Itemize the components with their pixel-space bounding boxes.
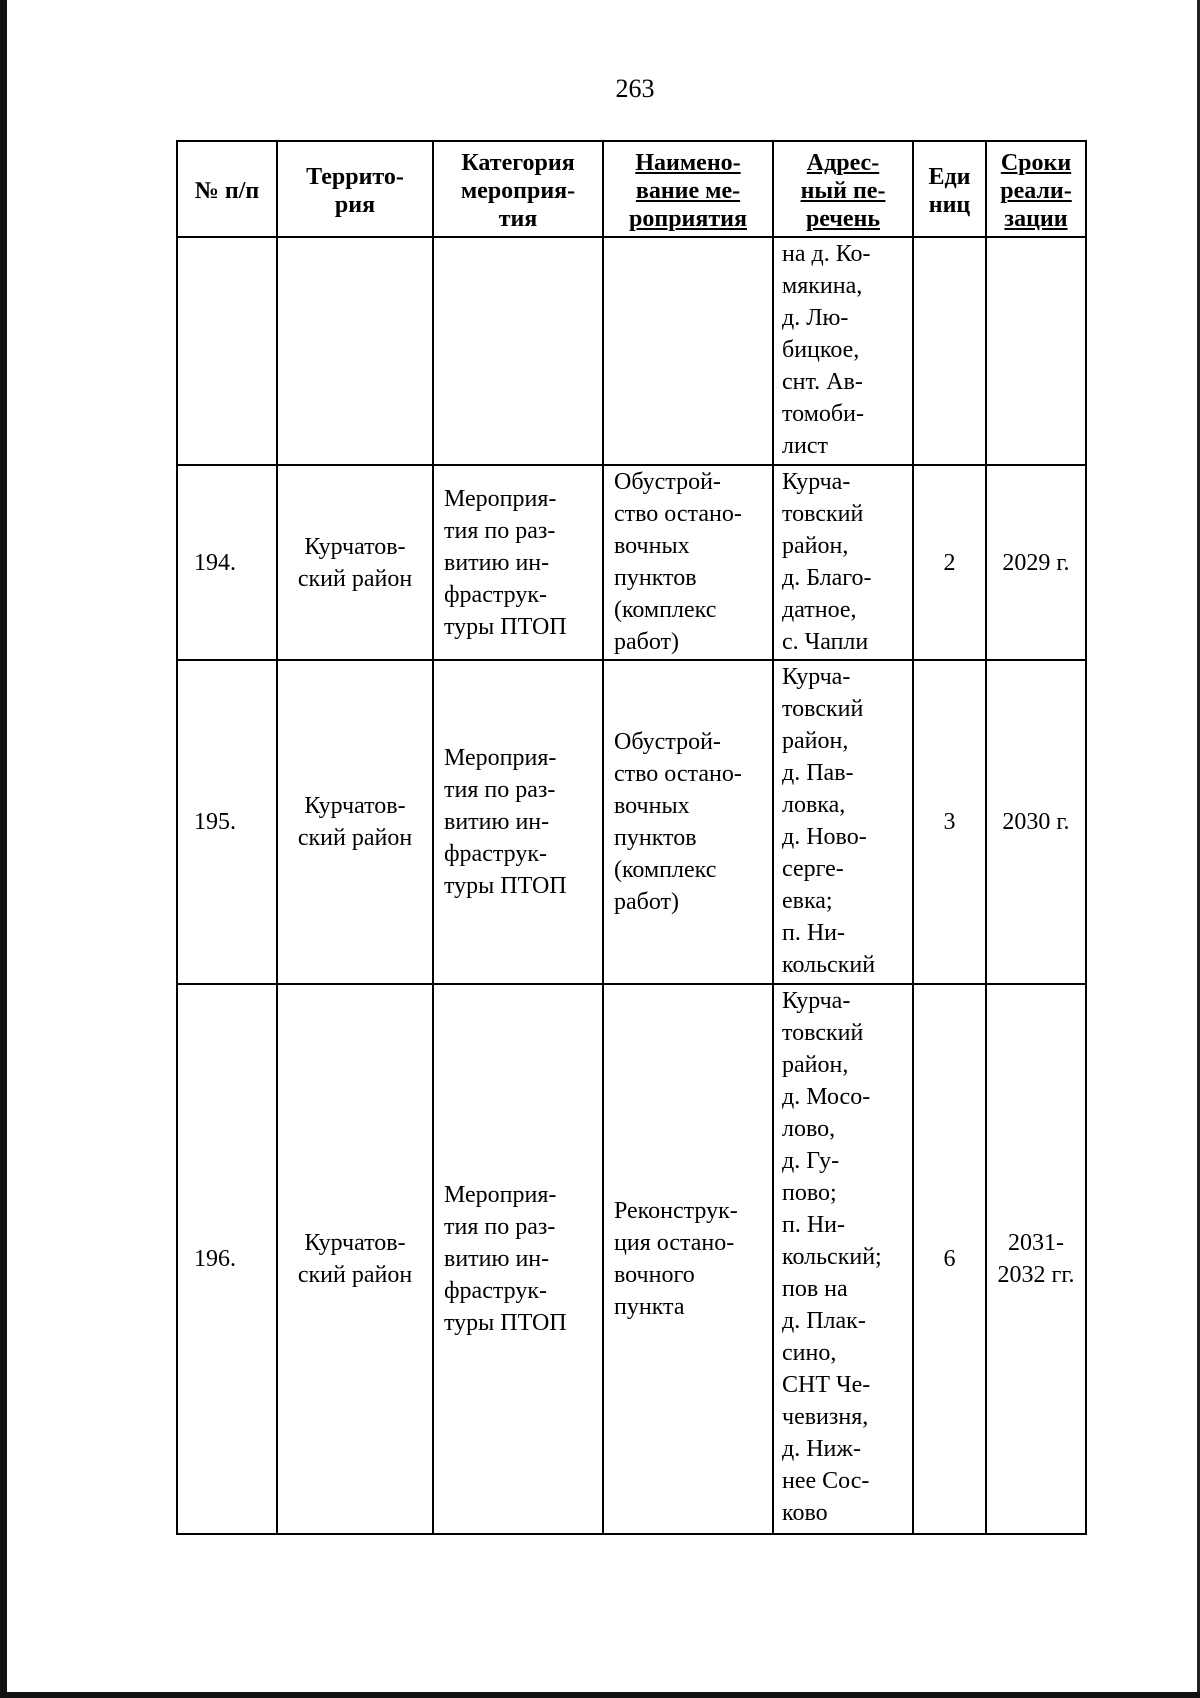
table-row-continuation xyxy=(177,237,1086,465)
cell-text-line: д. Плак- xyxy=(782,1308,866,1334)
cell-text-line: вание ме- xyxy=(635,178,741,204)
cell-text-line: пунктов xyxy=(614,825,697,851)
cell-text-line: д. Гу- xyxy=(782,1148,840,1174)
cell-text-line: с. Чапли xyxy=(782,629,869,655)
cell-text-line: д. Ново- xyxy=(782,824,867,850)
cell-text-line: Обустрой- xyxy=(614,469,721,495)
cell-number: 196. xyxy=(177,984,277,1534)
cell-text-line: (комплекс xyxy=(614,857,717,883)
cell-text-line: (комплекс xyxy=(614,597,717,623)
cell-number: 194. xyxy=(177,465,277,660)
cell-text-line: тия xyxy=(498,206,538,232)
cell-text-line: вочных xyxy=(614,793,690,819)
header-units xyxy=(913,141,986,237)
cell-text-line: 2029 г. xyxy=(1002,549,1070,576)
cell-text-line: Наимено- xyxy=(635,150,741,176)
cell-text-line: нее Сос- xyxy=(782,1468,870,1494)
cell-text-line: ство остано- xyxy=(614,761,742,787)
cell-units: 2 xyxy=(913,465,986,660)
cell-text-line: томоби- xyxy=(782,401,864,427)
cell-text-line: чевизня, xyxy=(782,1404,869,1430)
cell-text-line: д. Ниж- xyxy=(782,1436,861,1462)
cell-text-line: район, xyxy=(782,533,849,559)
cell-text-line: 2030 г. xyxy=(1002,809,1070,835)
cell-text-line: фраструк- xyxy=(444,841,547,867)
cell-text-line: витию ин- xyxy=(444,549,550,576)
cell-text-line: район, xyxy=(782,1052,849,1078)
cell-text-line: тия по раз- xyxy=(444,517,556,544)
cell-text-line: витию ин- xyxy=(444,1246,550,1272)
cell-text-line: речень xyxy=(805,206,881,232)
cell-activity-name xyxy=(603,660,773,984)
cell-text-line: Мероприя- xyxy=(444,745,557,771)
cell-text-line: п. Ни- xyxy=(782,1212,846,1238)
cell-category xyxy=(433,465,603,660)
cell-text-line: район, xyxy=(782,728,849,754)
cell-empty xyxy=(603,237,773,465)
cell-text-line: Курчатов- xyxy=(304,1230,406,1256)
cell-text-line: д. Пав- xyxy=(782,760,854,786)
cell-text-line: ский район xyxy=(297,565,413,592)
cell-text-line: Обустрой- xyxy=(614,729,721,755)
cell-text-line: пункта xyxy=(614,1294,685,1320)
cell-text-line: зации xyxy=(1004,206,1068,232)
cell-text-line: Курча- xyxy=(782,988,851,1014)
cell-term xyxy=(986,984,1086,1534)
cell-text-line: д. Лю- xyxy=(782,305,849,331)
cell-empty xyxy=(986,237,1086,465)
cell-text-line: пунктов xyxy=(614,565,697,591)
cell-text-line: Террито- xyxy=(306,164,404,190)
header-activity-name xyxy=(603,141,773,237)
cell-text-line: вочного xyxy=(614,1262,695,1288)
cell-text-line: лово, xyxy=(782,1116,836,1142)
cell-text-line: мероприя- xyxy=(460,178,576,204)
cell-text-line: Категория xyxy=(461,150,575,176)
cell-text-line: пов на xyxy=(782,1276,848,1302)
cell-text-line: Курчатов- xyxy=(304,793,406,819)
scan-border-bottom xyxy=(0,1692,1200,1698)
cell-text-line: туры ПТОП xyxy=(444,613,567,640)
cell-text-line: товский xyxy=(782,501,864,527)
cell-text-line: серге- xyxy=(782,856,844,882)
cell-text-line: Сроки xyxy=(1000,150,1072,176)
cell-text-line: Мероприя- xyxy=(444,485,557,512)
cell-text-line: ция остано- xyxy=(614,1230,735,1256)
cell-text-line: кольский; xyxy=(782,1244,882,1270)
table-row xyxy=(177,660,1086,984)
header-implementation-term xyxy=(986,141,1086,237)
cell-text-line: фраструк- xyxy=(444,1278,547,1304)
activities-table xyxy=(176,140,1087,1535)
cell-category xyxy=(433,984,603,1534)
cell-activity-name xyxy=(603,465,773,660)
cell-address xyxy=(773,984,913,1534)
cell-text-line: работ) xyxy=(614,889,680,915)
cell-text-line: д. Благо- xyxy=(782,565,872,591)
cell-text-line: витию ин- xyxy=(444,809,550,835)
cell-text-line: Курча- xyxy=(782,469,851,495)
header-territory xyxy=(277,141,433,237)
cell-text-line: ловка, xyxy=(782,792,846,818)
cell-text-line: снт. Ав- xyxy=(782,369,863,395)
cell-text-line: ный пе- xyxy=(800,178,886,204)
cell-units: 6 xyxy=(913,984,986,1534)
cell-text-line: работ) xyxy=(614,629,680,655)
cell-text-line: ский район xyxy=(297,1262,413,1288)
cell-units: 3 xyxy=(913,660,986,984)
cell-text-line: туры ПТОП xyxy=(444,873,567,899)
cell-category xyxy=(433,660,603,984)
cell-address xyxy=(773,465,913,660)
page-number: 263 xyxy=(615,74,655,103)
cell-text-line: ство остано- xyxy=(614,501,742,527)
cell-text-line: Реконструк- xyxy=(614,1198,738,1224)
cell-text-line: 2032 гг. xyxy=(997,1262,1075,1288)
cell-text-line: товский xyxy=(782,696,864,722)
cell-empty xyxy=(177,237,277,465)
cell-text-line: п. Ни- xyxy=(782,920,846,946)
cell-territory xyxy=(277,660,433,984)
cell-text-line: на д. Ко- xyxy=(782,241,871,267)
cell-text-line: СНТ Че- xyxy=(782,1372,871,1398)
cell-text-line: роприятия xyxy=(629,206,747,232)
cell-text-line: Курчатов- xyxy=(304,533,406,560)
cell-text-line: лист xyxy=(782,433,828,459)
table-header-row xyxy=(177,141,1086,237)
cell-text-line: туры ПТОП xyxy=(444,1310,567,1336)
cell-text-line: тия по раз- xyxy=(444,1214,556,1240)
cell-text-line: реали- xyxy=(1000,178,1072,204)
cell-text-line: д. Мосо- xyxy=(782,1084,871,1110)
cell-text-line: 2031- xyxy=(1008,1230,1064,1256)
cell-territory xyxy=(277,465,433,660)
scan-border-left xyxy=(0,0,7,1698)
cell-text-line: ниц xyxy=(928,192,971,218)
table-row xyxy=(177,984,1086,1534)
cell-text-line: кольский xyxy=(782,952,876,978)
cell-empty xyxy=(913,237,986,465)
cell-text-line: № п/п xyxy=(194,178,260,204)
cell-empty xyxy=(433,237,603,465)
cell-address xyxy=(773,237,913,465)
header-address-list xyxy=(773,141,913,237)
cell-number: 195. xyxy=(177,660,277,984)
cell-text-line: Курча- xyxy=(782,664,851,690)
cell-territory xyxy=(277,984,433,1534)
cell-text-line: мякина, xyxy=(782,273,863,299)
cell-text-line: товский xyxy=(782,1020,864,1046)
cell-text-line: рия xyxy=(334,192,376,218)
cell-text-line: Мероприя- xyxy=(444,1182,557,1208)
cell-term xyxy=(986,465,1086,660)
cell-text-line: фраструк- xyxy=(444,581,547,608)
cell-text-line: евка; xyxy=(782,888,833,914)
cell-address xyxy=(773,660,913,984)
cell-text-line: Еди xyxy=(928,164,971,190)
cell-text-line: вочных xyxy=(614,533,690,559)
cell-text-line: ково xyxy=(782,1500,828,1526)
cell-text-line: тия по раз- xyxy=(444,777,556,803)
cell-activity-name xyxy=(603,984,773,1534)
cell-text-line: пово; xyxy=(782,1180,837,1206)
cell-text-line: датное, xyxy=(782,597,857,623)
header-category xyxy=(433,141,603,237)
table-row xyxy=(177,465,1086,660)
cell-text-line: Адрес- xyxy=(806,150,880,176)
cell-empty xyxy=(277,237,433,465)
cell-text-line: ский район xyxy=(297,825,413,851)
cell-text-line: сино, xyxy=(782,1340,837,1366)
cell-text-line: бицкое, xyxy=(782,337,860,363)
header-number xyxy=(177,141,277,237)
cell-term xyxy=(986,660,1086,984)
